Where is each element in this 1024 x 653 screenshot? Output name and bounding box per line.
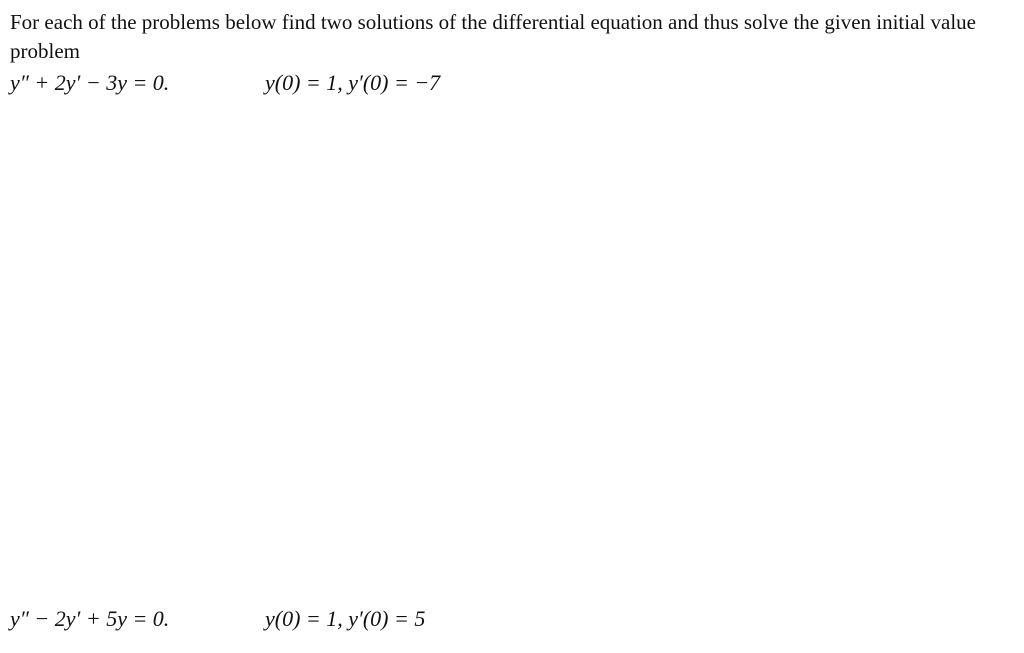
problem-2-equation: y″ − 2y′ + 5y = 0.: [10, 606, 170, 631]
problem-1: [10, 70, 1010, 100]
instructions-text: For each of the problems below find two solutions of the differential equation and thus solve the given initial value problem: [10, 10, 976, 63]
problem-1-equation: y″ + 2y′ − 3y = 0.: [10, 70, 170, 95]
problem-1-initial-conditions: y(0) = 1, y′(0) = −7: [265, 70, 441, 95]
problem-2-initial-conditions: y(0) = 1, y′(0) = 5: [265, 606, 426, 631]
problem-2: [10, 606, 1010, 636]
